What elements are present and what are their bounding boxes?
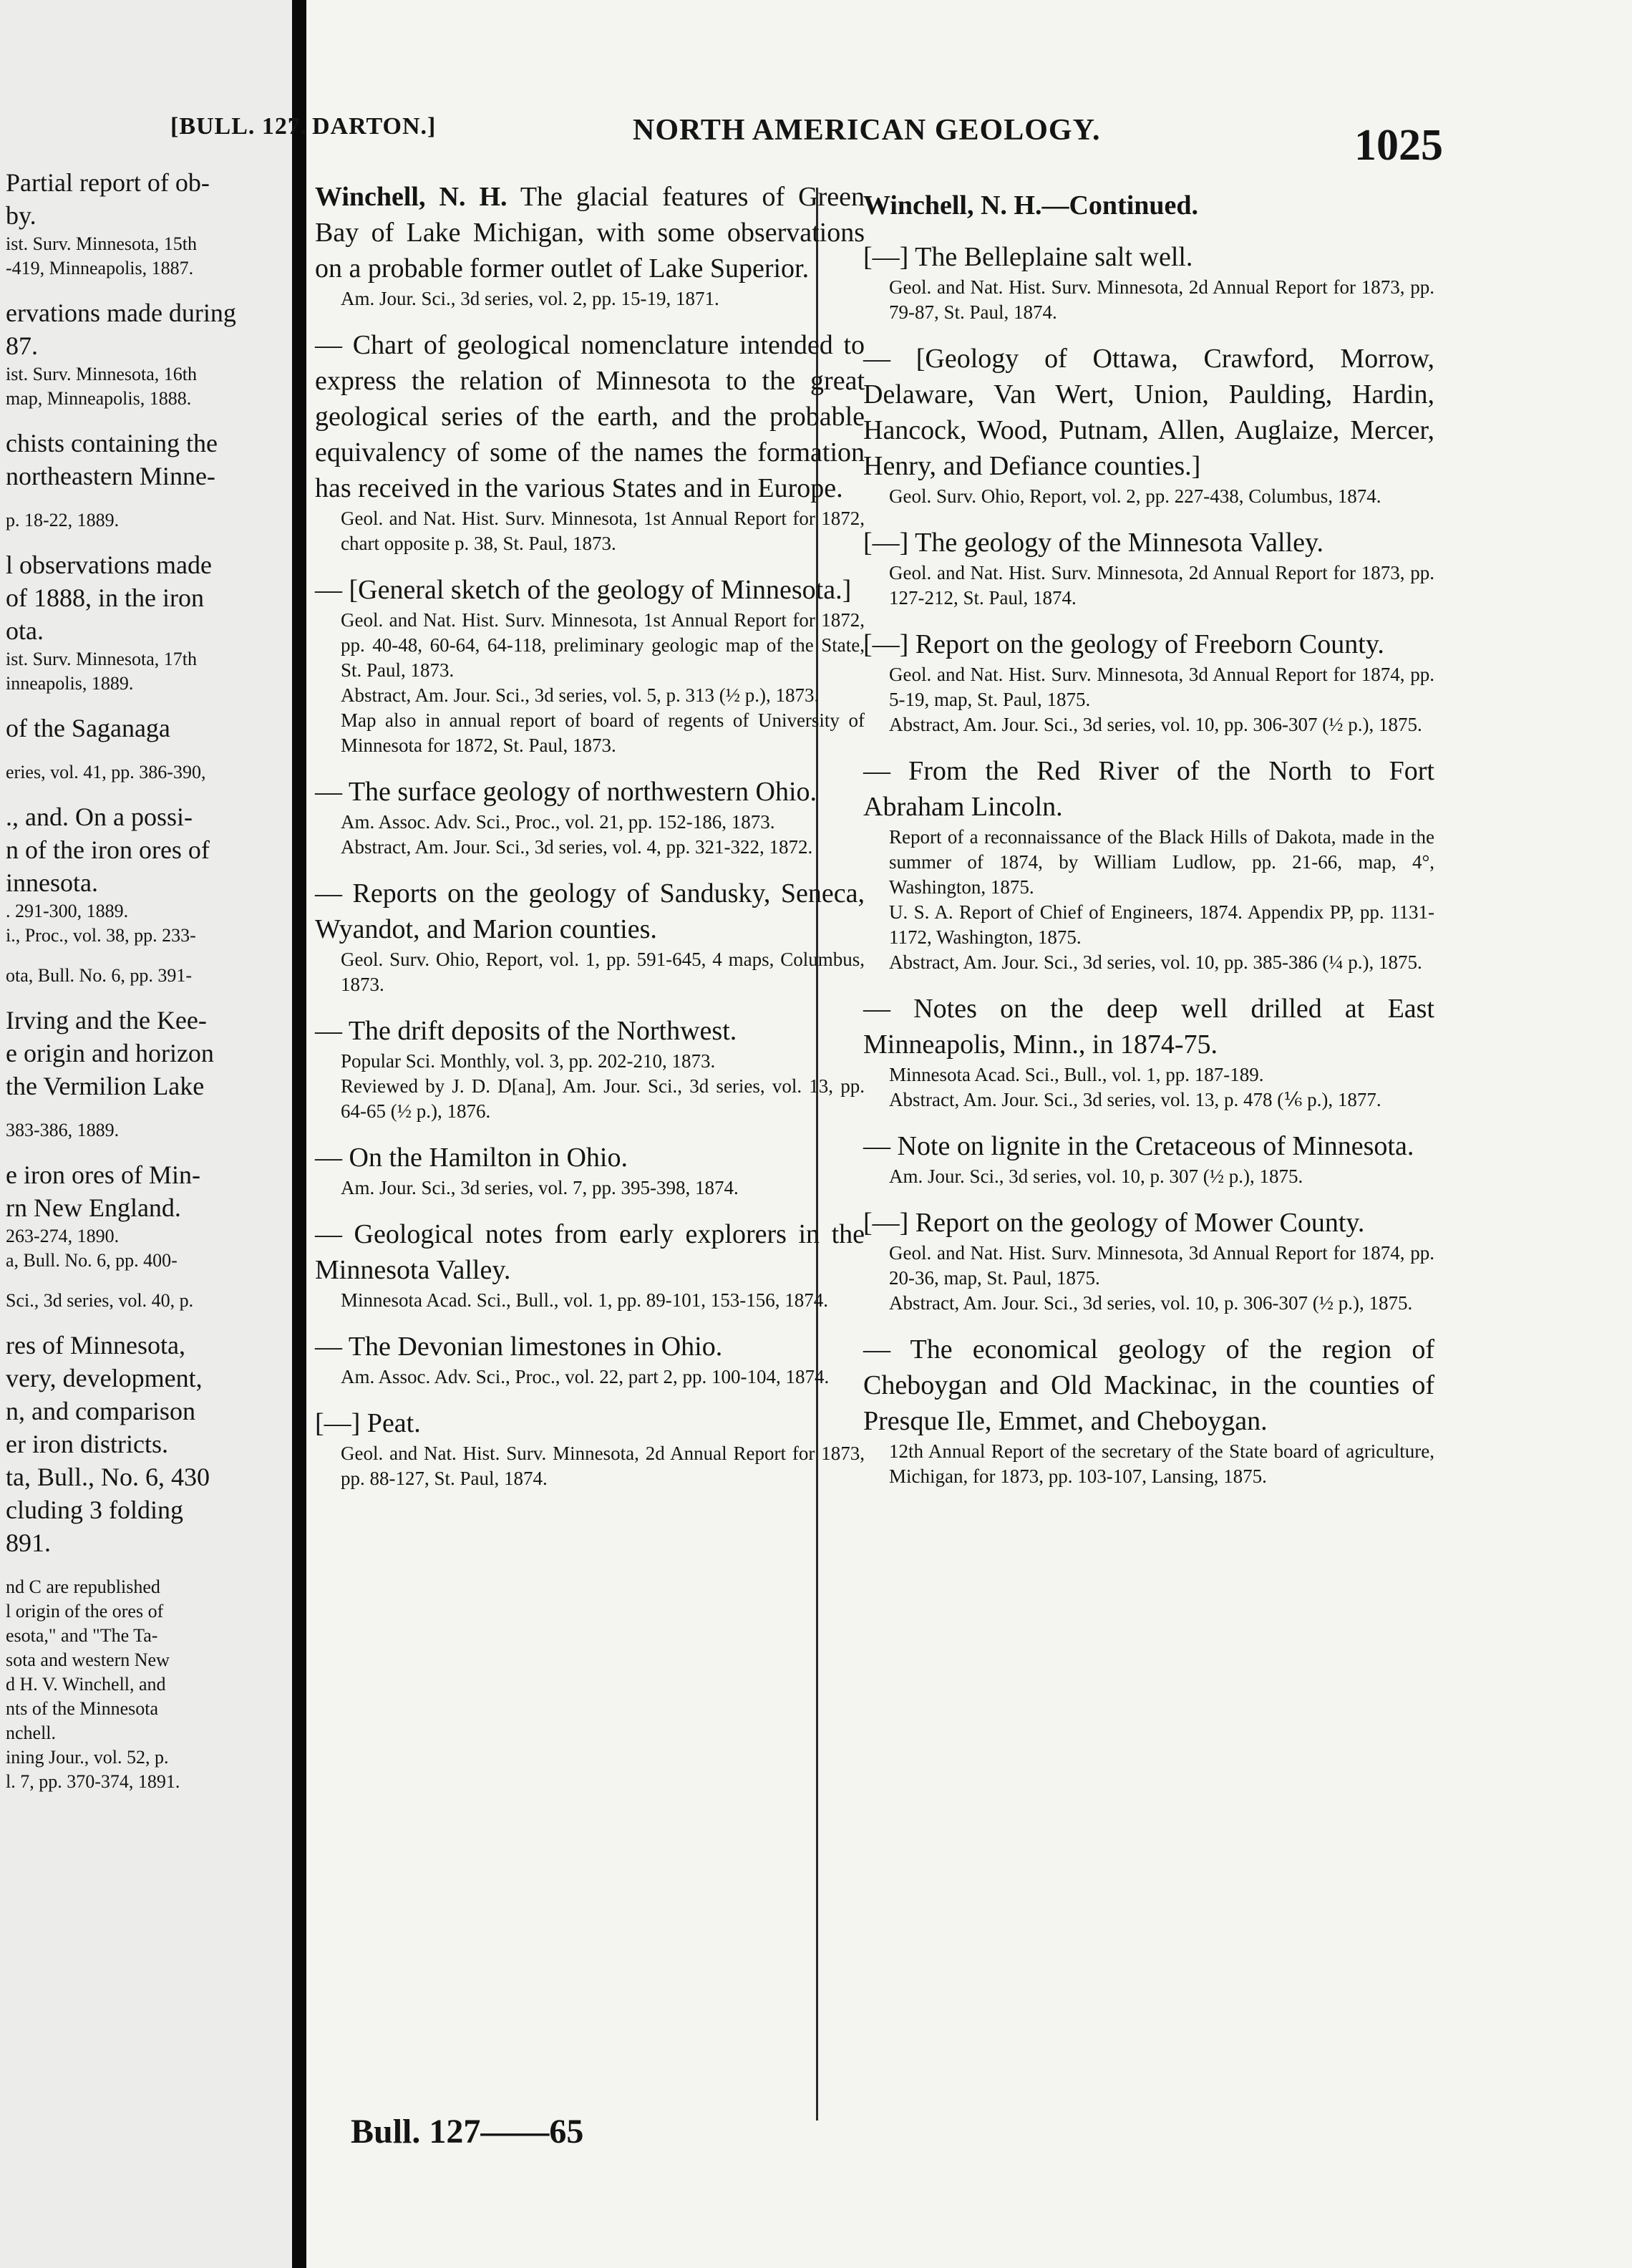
entry-title bbox=[315, 179, 865, 286]
left-title-line: very, development, bbox=[6, 1364, 203, 1392]
left-title-line: l observations made bbox=[6, 551, 212, 579]
left-citation-line: ining Jour., vol. 52, p. bbox=[6, 1747, 169, 1768]
entry-title bbox=[863, 525, 1434, 561]
left-title-line: rn New England. bbox=[6, 1193, 181, 1222]
left-title-line: Partial report of ob- bbox=[6, 168, 210, 197]
entry-citation: Geol. Surv. Ohio, Report, vol. 1, pp. 591-645, 4 maps, Columbus, 1873. bbox=[341, 949, 865, 995]
left-title-line: innesota. bbox=[6, 868, 98, 897]
entry-title bbox=[315, 876, 865, 947]
bibliography-entry bbox=[863, 1205, 1434, 1316]
entry-title bbox=[315, 1013, 865, 1049]
left-title-line: ., and. On a possi- bbox=[6, 803, 193, 831]
entry-citation: Popular Sci. Monthly, vol. 3, pp. 202-210, 1873. bbox=[341, 1050, 716, 1072]
entry-citation: Geol. and Nat. Hist. Surv. Minnesota, 3d Annual Report for 1874, pp. 5-19, map, St. Paul, 1875. bbox=[889, 664, 1434, 710]
left-citation-line: nts of the Minnesota bbox=[6, 1698, 159, 1719]
bibliography-entry bbox=[315, 1405, 865, 1491]
left-citation-line: ota, Bull. No. 6, pp. 391- bbox=[6, 965, 192, 986]
left-citation-line: 383-386, 1889. bbox=[6, 1120, 120, 1140]
entry-citation: Geol. and Nat. Hist. Surv. Minnesota, 3d Annual Report for 1874, pp. 20-36, map, St. Paul, 1875. bbox=[889, 1242, 1434, 1289]
entry-citation: Geol. and Nat. Hist. Surv. Minnesota, 2d Annual Report for 1873, pp. 79-87, St. Paul, 1874. bbox=[889, 276, 1434, 323]
line-gap bbox=[6, 745, 286, 760]
left-citation-line: . 291-300, 1889. bbox=[6, 901, 129, 921]
line-gap bbox=[6, 411, 286, 427]
entry-title bbox=[863, 188, 1434, 223]
bibliography-entry bbox=[863, 1128, 1434, 1189]
entry-title-text: — From the Red River of the North to Fort Abraham Lincoln. bbox=[863, 756, 1434, 822]
entry-title bbox=[315, 1216, 865, 1288]
left-title-line: of the Saganaga bbox=[6, 714, 170, 742]
entry-author: Winchell, N. H. bbox=[315, 182, 507, 212]
entry-title-text: — Geological notes from early explorers in the Minnesota Valley. bbox=[315, 1219, 865, 1285]
left-title-line: res of Minnesota, bbox=[6, 1331, 185, 1360]
left-citation-line: esota," and "The Ta- bbox=[6, 1625, 158, 1646]
page-gutter bbox=[292, 0, 306, 2268]
left-title-line: er iron districts. bbox=[6, 1430, 168, 1458]
left-citation-line: d H. V. Winchell, and bbox=[6, 1674, 166, 1695]
left-title-line: 87. bbox=[6, 331, 38, 360]
entry-title bbox=[863, 239, 1434, 275]
left-citation-line: ist. Surv. Minnesota, 16th bbox=[6, 364, 197, 384]
entry-citation: U. S. A. Report of Chief of Engineers, 1874. Appendix PP, pp. 1131-1172, Washington, 1875. bbox=[889, 901, 1434, 948]
entry-title-text: — The Devonian limestones in Ohio. bbox=[315, 1332, 723, 1362]
entry-title bbox=[315, 1329, 865, 1365]
entry-citation: Abstract, Am. Jour. Sci., 3d series, vol. 10, p. 306-307 (½ p.), 1875. bbox=[889, 1292, 1413, 1314]
line-gap bbox=[6, 988, 286, 1004]
right-column bbox=[863, 188, 1434, 1505]
entry-title bbox=[315, 774, 865, 810]
left-citation-line: -419, Minneapolis, 1887. bbox=[6, 258, 194, 278]
entry-title-text: — Notes on the deep well drilled at East Minneapolis, Minn., in 1874-75. bbox=[863, 994, 1434, 1060]
entry-citation: Abstract, Am. Jour. Sci., 3d series, vol. 10, pp. 385-386 (¼ p.), 1875. bbox=[889, 951, 1422, 973]
left-citation-line: inneapolis, 1889. bbox=[6, 673, 134, 694]
left-title-line: e origin and horizon bbox=[6, 1039, 214, 1067]
line-gap bbox=[6, 493, 286, 508]
left-citation-line: a, Bull. No. 6, pp. 400- bbox=[6, 1250, 178, 1271]
left-citation-line: l origin of the ores of bbox=[6, 1601, 164, 1622]
entry-title-text: [—] Report on the geology of Freeborn County. bbox=[863, 629, 1384, 659]
entry-title-text: — Note on lignite in the Cretaceous of Minnesota. bbox=[863, 1131, 1414, 1161]
entry-title-text: — Reports on the geology of Sandusky, Seneca, Wyandot, and Marion counties. bbox=[315, 878, 865, 944]
entry-citation: Map also in annual report of board of regents of University of Minnesota for 1872, St. Paul, 1873. bbox=[341, 709, 865, 756]
left-citation-line: map, Minneapolis, 1888. bbox=[6, 388, 192, 409]
left-citation-line: 263-274, 1890. bbox=[6, 1226, 120, 1246]
left-title-line: cluding 3 folding bbox=[6, 1496, 183, 1524]
left-title-line: chists containing the bbox=[6, 429, 218, 457]
entry-citation: Abstract, Am. Jour. Sci., 3d series, vol. 10, pp. 306-307 (½ p.), 1875. bbox=[889, 714, 1422, 735]
line-gap bbox=[6, 1102, 286, 1118]
entry-citation: Geol. and Nat. Hist. Surv. Minnesota, 1st Annual Report for 1872, pp. 40-48, 60-64, 64-118, preliminary geologic map of the State, St. Paul, 1873. bbox=[341, 609, 865, 681]
bibliography-entry bbox=[863, 626, 1434, 737]
entry-title bbox=[315, 327, 865, 506]
left-title-line: n, and comparison bbox=[6, 1397, 195, 1425]
left-title-line: ta, Bull., No. 6, 430 bbox=[6, 1463, 210, 1491]
entry-citation: Minnesota Acad. Sci., Bull., vol. 1, pp. 187-189. bbox=[889, 1064, 1264, 1085]
running-head-author: DARTON.] bbox=[312, 113, 437, 140]
bibliography-entry bbox=[863, 753, 1434, 975]
left-citation-line: i., Proc., vol. 38, pp. 233- bbox=[6, 925, 196, 946]
bibliography-entry bbox=[315, 876, 865, 997]
bibliography-entry bbox=[315, 1140, 865, 1201]
entry-citation: Am. Jour. Sci., 3d series, vol. 2, pp. 15-19, 1871. bbox=[341, 288, 719, 309]
line-gap bbox=[6, 785, 286, 800]
left-citation-line: eries, vol. 41, pp. 386-390, bbox=[6, 762, 206, 782]
left-title-line: Irving and the Kee- bbox=[6, 1006, 207, 1034]
bibliography-entry bbox=[315, 1329, 865, 1390]
running-head-left-fragment: [BULL. 127. bbox=[170, 113, 308, 140]
entry-title bbox=[863, 753, 1434, 825]
bibliography-entry bbox=[863, 525, 1434, 611]
entry-title bbox=[315, 1140, 865, 1176]
line-gap bbox=[6, 1143, 286, 1158]
entry-title-text: — [General sketch of the geology of Minnesota.] bbox=[315, 575, 852, 605]
entry-citation: Abstract, Am. Jour. Sci., 3d series, vol. 4, pp. 321-322, 1872. bbox=[341, 836, 813, 858]
entry-author: Winchell, N. H.—Continued. bbox=[863, 190, 1199, 220]
entry-title-text: [—] Report on the geology of Mower County. bbox=[863, 1208, 1365, 1238]
entry-citation: 12th Annual Report of the secretary of the State board of agriculture, Michigan, for 1873, pp. 103-107, Lansing, 1875. bbox=[889, 1440, 1434, 1487]
left-citation-line: p. 18-22, 1889. bbox=[6, 510, 120, 530]
entry-citation: Abstract, Am. Jour. Sci., 3d series, vol. 13, p. 478 (⅙ p.), 1877. bbox=[889, 1089, 1381, 1110]
entry-citation: Geol. and Nat. Hist. Surv. Minnesota, 2d Annual Report for 1873, pp. 88-127, St. Paul, 1874. bbox=[341, 1443, 865, 1489]
entry-citation: Report of a reconnaissance of the Black Hills of Dakota, made in the summer of 1874, by William Ludlow, pp. 21-66, map, 4°, Washington, 1875. bbox=[889, 826, 1434, 898]
bibliography-entry bbox=[315, 1013, 865, 1124]
bibliography-entry bbox=[315, 774, 865, 860]
left-title-line: by. bbox=[6, 201, 37, 230]
left-citation-line: ist. Surv. Minnesota, 17th bbox=[6, 649, 197, 669]
signature-mark: Bull. 127——65 bbox=[351, 2113, 584, 2151]
entry-title-text: [—] The Belleplaine salt well. bbox=[863, 242, 1193, 272]
page-number: 1025 bbox=[1354, 121, 1443, 170]
entry-title bbox=[863, 1128, 1434, 1164]
entry-title-text: — The drift deposits of the Northwest. bbox=[315, 1016, 737, 1046]
line-gap bbox=[6, 281, 286, 296]
left-citation-line: ist. Surv. Minnesota, 15th bbox=[6, 233, 197, 254]
line-gap bbox=[6, 948, 286, 964]
line-gap bbox=[6, 696, 286, 712]
entry-citation: Geol. Surv. Ohio, Report, vol. 2, pp. 227-438, Columbus, 1874. bbox=[889, 485, 1381, 507]
bibliography-entry bbox=[863, 188, 1434, 223]
entry-title bbox=[863, 1332, 1434, 1439]
entry-title-text: — [Geology of Ottawa, Crawford, Morrow, Delaware, Van Wert, Union, Paulding, Hardin, Hancock, Wood, Putnam, Allen, Auglaize, Mercer, Henry, and Defiance counties.] bbox=[863, 344, 1434, 481]
bibliography-entry bbox=[315, 1216, 865, 1313]
entry-citation: Am. Assoc. Adv. Sci., Proc., vol. 22, part 2, pp. 100-104, 1874. bbox=[341, 1366, 830, 1387]
left-citation-line: sota and western New bbox=[6, 1649, 170, 1670]
entry-citation: Reviewed by J. D. D[ana], Am. Jour. Sci., 3d series, vol. 13, pp. 64-65 (½ p.), 1876. bbox=[341, 1075, 865, 1122]
entry-title-text: — On the Hamilton in Ohio. bbox=[315, 1143, 628, 1173]
bibliography-entry bbox=[315, 572, 865, 758]
left-title-line: e iron ores of Min- bbox=[6, 1160, 200, 1189]
bibliography-entry bbox=[863, 991, 1434, 1113]
left-title-line: n of the iron ores of bbox=[6, 835, 210, 864]
bibliography-entry bbox=[315, 179, 865, 311]
running-head-title: NORTH AMERICAN GEOLOGY. bbox=[633, 114, 1101, 147]
left-title-line: ota. bbox=[6, 616, 44, 645]
left-citation-line: Sci., 3d series, vol. 40, p. bbox=[6, 1290, 194, 1311]
entry-citation: Minnesota Acad. Sci., Bull., vol. 1, pp. 89-101, 153-156, 1874. bbox=[341, 1289, 828, 1311]
entry-title bbox=[315, 1405, 865, 1441]
entry-title bbox=[863, 626, 1434, 662]
line-gap bbox=[6, 1313, 286, 1329]
left-citation-line: nchell. bbox=[6, 1722, 57, 1743]
entry-title-text: — The surface geology of northwestern Ohio. bbox=[315, 777, 817, 807]
left-title-line: the Vermilion Lake bbox=[6, 1072, 205, 1100]
left-citation-line: l. 7, pp. 370-374, 1891. bbox=[6, 1771, 180, 1792]
entry-title-text: [—] Peat. bbox=[315, 1408, 421, 1438]
entry-title bbox=[863, 991, 1434, 1062]
entry-citation: Geol. and Nat. Hist. Surv. Minnesota, 2d Annual Report for 1873, pp. 127-212, St. Paul, 1874. bbox=[889, 562, 1434, 609]
entry-citation: Geol. and Nat. Hist. Surv. Minnesota, 1st Annual Report for 1872, chart opposite p. 38, St. Paul, 1873. bbox=[341, 508, 865, 554]
entry-citation: Am. Jour. Sci., 3d series, vol. 10, p. 307 (½ p.), 1875. bbox=[889, 1166, 1303, 1187]
left-column-cropped bbox=[6, 166, 286, 1794]
left-citation-line: nd C are republished bbox=[6, 1576, 160, 1597]
left-title-line: northeastern Minne- bbox=[6, 462, 215, 490]
left-title-line: 891. bbox=[6, 1528, 51, 1557]
entry-title-text: — The economical geology of the region of Cheboygan and Old Mackinac, in the counties of Presque Ile, Emmet, and Cheboygan. bbox=[863, 1334, 1434, 1436]
bibliography-entry bbox=[863, 341, 1434, 509]
line-gap bbox=[6, 1273, 286, 1289]
entry-title-text: — Chart of geological nomenclature intended to express the relation of Minnesota to the great geological series of the earth, and the probable equivalency of some of the names the formation has received in the various States and in Europe. bbox=[315, 330, 865, 503]
left-title-line: ervations made during bbox=[6, 299, 236, 327]
entry-title-text: [—] The geology of the Minnesota Valley. bbox=[863, 528, 1324, 558]
entry-title bbox=[863, 1205, 1434, 1241]
entry-citation: Abstract, Am. Jour. Sci., 3d series, vol. 5, p. 313 (½ p.), 1873. bbox=[341, 684, 820, 706]
entry-title bbox=[863, 341, 1434, 484]
line-gap bbox=[6, 1559, 286, 1575]
line-gap bbox=[6, 533, 286, 548]
bibliography-entry bbox=[315, 327, 865, 556]
entry-title bbox=[315, 572, 865, 608]
bibliography-entry bbox=[863, 239, 1434, 325]
entry-title-text: The glacial features of Green Bay of Lake Michigan, with some observations on a probable former outlet of Lake Superior. bbox=[315, 182, 865, 284]
left-title-line: of 1888, in the iron bbox=[6, 583, 204, 612]
entry-citation: Am. Assoc. Adv. Sci., Proc., vol. 21, pp. 152-186, 1873. bbox=[341, 811, 775, 833]
bibliography-entry bbox=[863, 1332, 1434, 1489]
middle-column bbox=[315, 179, 865, 1507]
entry-citation: Am. Jour. Sci., 3d series, vol. 7, pp. 395-398, 1874. bbox=[341, 1177, 739, 1198]
